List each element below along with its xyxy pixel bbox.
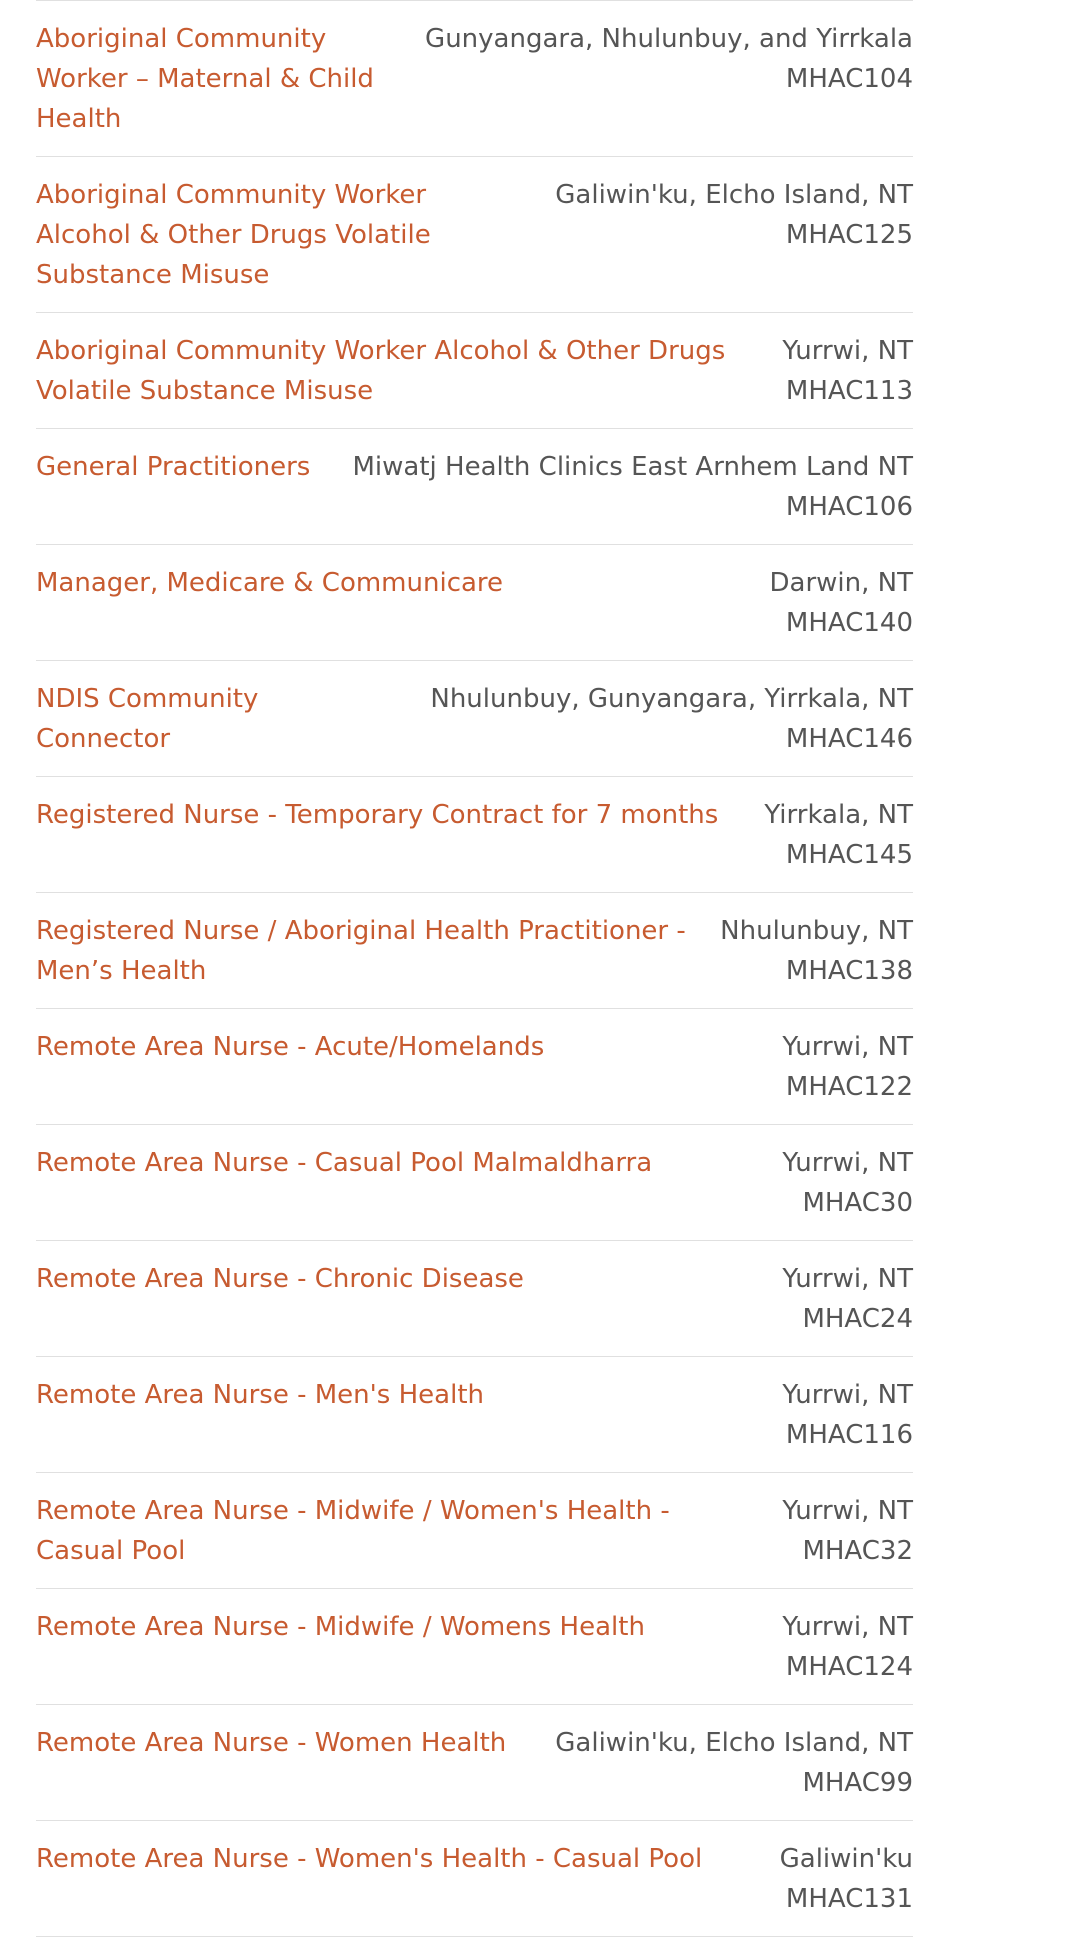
job-reference: MHAC32 (802, 1536, 913, 1566)
job-location: Yurrwi, NT (782, 336, 913, 366)
job-title-link[interactable]: Remote Area Nurse - Acute/Homelands (36, 1032, 545, 1062)
job-row (36, 429, 913, 545)
job-row (36, 893, 913, 1009)
job-reference: MHAC131 (785, 1884, 913, 1914)
job-location: Gunyangara, Nhulunbuy, and Yirrkala (425, 24, 913, 54)
job-meta (780, 1839, 913, 1919)
job-list (36, 0, 913, 1937)
job-title-link[interactable]: Manager, Medicare & Communicare (36, 568, 504, 598)
job-reference: MHAC106 (785, 492, 913, 522)
job-title-link[interactable]: Remote Area Nurse - Chronic Disease (36, 1264, 524, 1294)
job-title-link[interactable]: Remote Area Nurse - Casual Pool Malmaldharra (36, 1148, 653, 1178)
job-location: Yurrwi, NT (782, 1612, 913, 1642)
job-row (36, 1, 913, 157)
job-meta (782, 1259, 913, 1339)
job-reference: MHAC124 (785, 1652, 913, 1682)
job-reference: MHAC30 (802, 1188, 913, 1218)
job-meta (782, 1027, 913, 1107)
job-reference: MHAC104 (785, 64, 913, 94)
job-row (36, 1125, 913, 1241)
job-row (36, 313, 913, 429)
job-location: Galiwin'ku, Elcho Island, NT (555, 1728, 913, 1758)
job-meta (782, 331, 913, 411)
job-location: Yirrkala, NT (764, 800, 913, 830)
job-row (36, 777, 913, 893)
job-location: Yurrwi, NT (782, 1496, 913, 1526)
job-location: Nhulunbuy, NT (720, 916, 913, 946)
job-title-link[interactable]: Remote Area Nurse - Men's Health (36, 1380, 484, 1410)
job-meta (782, 1143, 913, 1223)
job-location: Galiwin'ku (779, 1844, 913, 1874)
job-row (36, 1705, 913, 1821)
job-reference: MHAC24 (802, 1304, 913, 1334)
job-meta (430, 679, 913, 759)
job-meta (782, 1607, 913, 1687)
job-row (36, 1821, 913, 1937)
job-meta (764, 795, 913, 875)
job-meta (555, 1723, 913, 1803)
job-reference: MHAC138 (785, 956, 913, 986)
job-row (36, 661, 913, 777)
job-location: Darwin, NT (769, 568, 913, 598)
job-title-link[interactable]: General Practitioners (36, 452, 311, 482)
job-reference: MHAC116 (785, 1420, 913, 1450)
job-row (36, 157, 913, 313)
job-meta (555, 175, 913, 255)
job-title-link[interactable]: Remote Area Nurse - Midwife / Women's Health - Casual Pool (36, 1496, 670, 1566)
job-title-link[interactable]: Registered Nurse / Aboriginal Health Practitioner - Men’s Health (36, 916, 686, 986)
job-title-link[interactable]: Registered Nurse - Temporary Contract for 7 months (36, 800, 719, 830)
job-reference: MHAC145 (785, 840, 913, 870)
job-row (36, 545, 913, 661)
job-title-link[interactable]: Remote Area Nurse - Women Health (36, 1728, 507, 1758)
job-row (36, 1473, 913, 1589)
job-meta (352, 447, 913, 527)
job-title-link[interactable]: Aboriginal Community Worker Alcohol & Other Drugs Volatile Substance Misuse (36, 180, 431, 290)
job-meta (770, 563, 913, 643)
job-meta (425, 19, 913, 99)
job-title-link[interactable]: Remote Area Nurse - Midwife / Womens Health (36, 1612, 645, 1642)
job-row (36, 1009, 913, 1125)
job-location: Nhulunbuy, Gunyangara, Yirrkala, NT (430, 684, 913, 714)
job-location: Galiwin'ku, Elcho Island, NT (555, 180, 913, 210)
job-meta (782, 1491, 913, 1571)
job-row (36, 1589, 913, 1705)
job-title-link[interactable]: Aboriginal Community Worker – Maternal & Child Health (36, 24, 374, 134)
job-row (36, 1241, 913, 1357)
job-location: Yurrwi, NT (782, 1380, 913, 1410)
job-reference: MHAC125 (785, 220, 913, 250)
job-reference: MHAC113 (785, 376, 913, 406)
job-location: Yurrwi, NT (782, 1264, 913, 1294)
job-title-link[interactable]: Aboriginal Community Worker Alcohol & Other Drugs Volatile Substance Misuse (36, 336, 726, 406)
job-reference: MHAC122 (785, 1072, 913, 1102)
job-location: Yurrwi, NT (782, 1148, 913, 1178)
job-location: Yurrwi, NT (782, 1032, 913, 1062)
job-meta (720, 911, 913, 991)
job-reference: MHAC146 (785, 724, 913, 754)
job-title-link[interactable]: Remote Area Nurse - Women's Health - Casual Pool (36, 1844, 703, 1874)
job-reference: MHAC99 (802, 1768, 913, 1798)
job-row (36, 1357, 913, 1473)
job-title-link[interactable]: NDIS Community Connector (36, 684, 259, 754)
job-meta (782, 1375, 913, 1455)
job-reference: MHAC140 (785, 608, 913, 638)
job-location: Miwatj Health Clinics East Arnhem Land NT (352, 452, 913, 482)
